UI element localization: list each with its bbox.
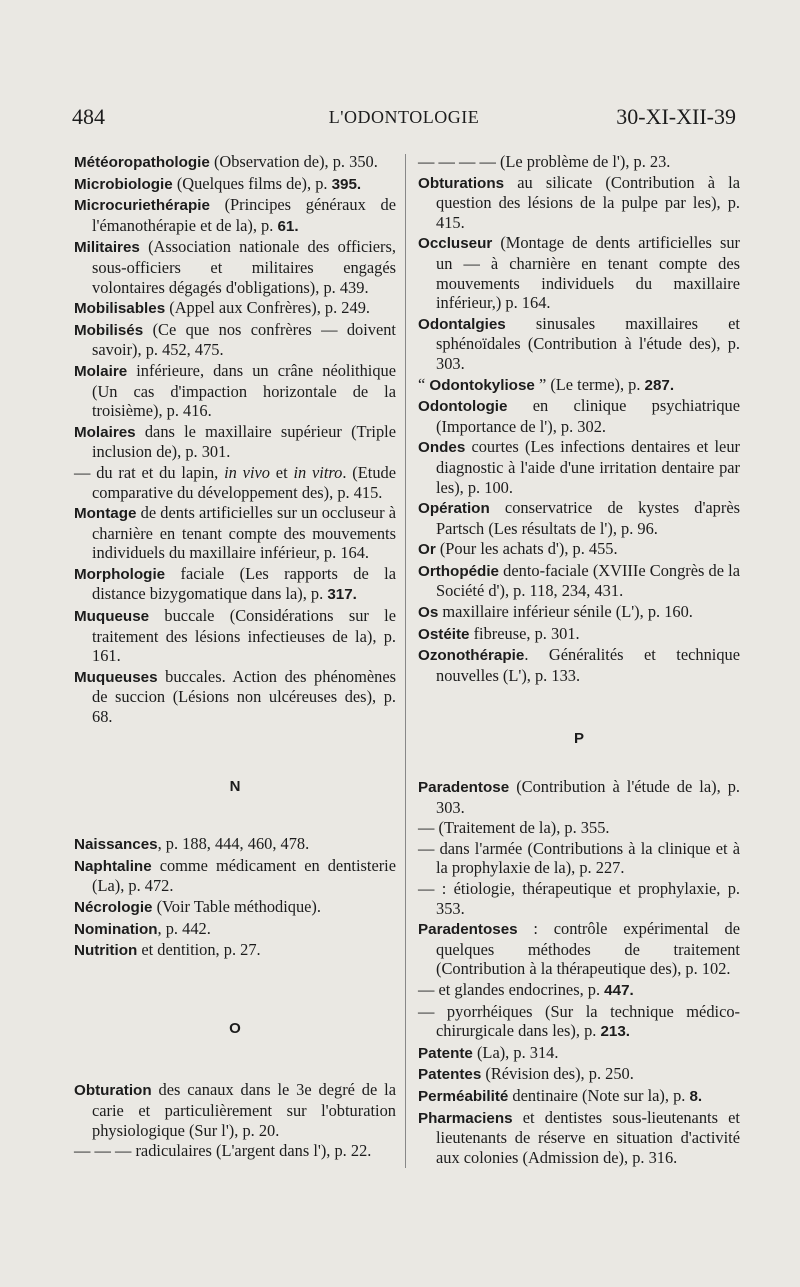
entry-text: ” (Le terme), p.: [534, 374, 645, 394]
entry-headword: Naphtaline: [74, 857, 152, 875]
entry-text: conservatrice de kystes d'après Partsch (Les résultats de l'), p. 96.: [436, 498, 740, 538]
index-entry: [418, 152, 740, 172]
entry-text: “: [418, 374, 430, 394]
index-entry: [74, 564, 396, 605]
entry-text: (Principes généraux de l'émanothérapie et de la), p.: [92, 195, 396, 235]
section-letter: P: [573, 730, 584, 748]
index-entry: [74, 856, 396, 896]
index-entry: [418, 839, 740, 878]
entry-text: (La), p. 314.: [472, 1042, 559, 1062]
entry-headword: Naissances: [74, 836, 158, 854]
entry-headword: Pharmaciens: [418, 1109, 513, 1127]
entry-headword: Paradentose: [418, 779, 510, 797]
entry-text: , p. 442.: [157, 918, 211, 938]
entry-headword: Microcuriethérapie: [74, 197, 210, 215]
index-entry: [418, 437, 740, 497]
entry-text: de dents artificielles sur un occluseur à charnière en tenant compte des mouvements individuels du maxillaire inférieur, p. 164.: [92, 503, 396, 563]
entry-headword: Obturation: [74, 1082, 152, 1100]
entry-text: des canaux dans le 3e degré de la carie et particulièrement sur l'obturation physiologique (Sur l'), p. 20.: [92, 1080, 396, 1140]
index-entry: [418, 818, 740, 838]
running-title: L'ODONTOLOGIE: [328, 107, 480, 127]
index-column-right: [418, 152, 740, 1168]
index-entry: [418, 314, 740, 374]
index-entry: [418, 1086, 740, 1107]
entry-text: — pyorrhéiques (Sur la technique médico-chirurgicale dans les), p.: [418, 1001, 740, 1041]
index-entry: [418, 1064, 740, 1085]
entry-headword: Nécrologie: [74, 899, 153, 916]
index-entry: [74, 1080, 396, 1140]
index-entry: [74, 361, 396, 421]
index-entry: [74, 834, 396, 855]
entry-headword: Odontalgies: [418, 315, 506, 333]
entry-text: (Appel aux Confrères), p. 249.: [165, 298, 370, 318]
entry-headword: Montage: [74, 505, 137, 523]
entry-headword: Odontokyliose: [429, 376, 535, 394]
index-entry: [74, 1141, 396, 1161]
entry-text: : contrôle expérimental de quelques méthodes de traitement (Contribution à la thérapeutique des), p. 102.: [436, 919, 740, 979]
index-column-left: [74, 152, 396, 1162]
entry-headword: Météoropathologie: [74, 154, 210, 171]
section-letter: N: [229, 777, 241, 795]
page-number: 484: [72, 104, 105, 129]
entry-text: comme médicament en dentisterie (La), p. 472.: [92, 855, 396, 896]
entry-text: (Montage de dents artificielles sur un — à charnière en tenant compte des mouvements individuels du maxillaire inférieur,) p. 164.: [436, 233, 740, 313]
index-entry: [418, 980, 740, 1001]
entry-headword: Patentes: [418, 1066, 482, 1084]
entry-text: courtes (Les infections dentaires et leur diagnostic à l'aide d'une irritation dentaire par les), p. 100.: [436, 437, 740, 497]
index-entry: [74, 940, 396, 961]
page-reference-bold: 287.: [644, 376, 675, 394]
entry-text: dans le maxillaire supérieur (Triple inclusion de), p. 301.: [92, 421, 396, 462]
entry-headword: Orthopédie: [418, 562, 500, 580]
entry-text: — et glandes endocrines, p.: [418, 979, 605, 999]
entry-headword: Muqueuses: [74, 668, 158, 686]
entry-text: buccale (Considérations sur le traitement des lésions infectieuses de la), p. 161.: [92, 606, 396, 666]
entry-headword: Ostéite: [418, 625, 470, 643]
entry-headword: Molaires: [74, 423, 136, 441]
entry-headword: Patente: [418, 1044, 473, 1062]
page-reference-bold: 395.: [331, 175, 362, 193]
issue-date: 30-XI-XII-39: [616, 104, 736, 129]
page-reference-bold: 447.: [604, 981, 634, 999]
index-entry: [74, 606, 396, 666]
entry-text: (Pour les achats d'), p. 455.: [435, 539, 618, 559]
index-entry: [74, 463, 396, 502]
entry-text: (Observation de), p. 350.: [209, 152, 378, 171]
entry-headword: Molaire: [74, 362, 128, 380]
index-entry: [418, 1002, 740, 1042]
section-letter: O: [229, 1019, 241, 1037]
index-entry: [418, 919, 740, 979]
page-reference-bold: 61.: [277, 217, 299, 235]
column-divider: [405, 154, 406, 1168]
entry-headword: Or: [418, 541, 436, 559]
entry-text: . Généralités et technique nouvelles (L'), p. 133.: [436, 645, 740, 685]
entry-text: — dans l'armée (Contributions à la clinique et à la prophylaxie de la), p. 227.: [418, 838, 740, 878]
entry-text: . (Etude comparative du développement des), p. 415.: [92, 462, 396, 502]
index-entry: [418, 375, 740, 396]
index-entry: [74, 152, 396, 173]
index-entry: [418, 233, 740, 312]
entry-text: sinusales maxillaires et sphénoïdales (Contribution à l'étude des), p. 303.: [436, 313, 740, 373]
index-entry: [418, 396, 740, 436]
index-entry: [418, 602, 740, 623]
entry-text: (Ce que nos confrères — doivent savoir), p. 452, 475.: [92, 319, 396, 360]
entry-headword: Os: [418, 604, 439, 622]
index-entry: [418, 624, 740, 645]
index-entry: [418, 879, 740, 918]
entry-text: (Contribution à l'étude de la), p. 303.: [436, 777, 740, 817]
entry-headword: Ondes: [418, 439, 466, 457]
page-reference-bold: 317.: [327, 586, 357, 604]
entry-headword: Muqueuse: [74, 608, 150, 626]
entry-headword: Paradentoses: [418, 921, 518, 939]
entry-text: — : étiologie, thérapeutique et prophylaxie, p. 353.: [418, 879, 740, 918]
index-entry: [418, 1108, 740, 1168]
page-reference-bold: 213.: [600, 1023, 631, 1041]
entry-text: inférieure, dans un crâne néolithique (Un cas d'impaction horizontale de la troisième), p. 416.: [92, 360, 396, 421]
index-entry: [74, 503, 396, 563]
entry-text: faciale (Les rapports de la distance bizygomatique dans la), p.: [92, 563, 396, 604]
entry-text: maxillaire inférieur sénile (L'), p. 160.: [438, 602, 693, 622]
index-entry: [418, 561, 740, 601]
entry-text: (Association nationale des officiers, sous-officiers et militaires engagés volontaires dégagés d'obligations), p. 439.: [92, 237, 396, 297]
entry-headword: Nomination: [74, 920, 158, 938]
entry-text: — — — — (Le problème de l'), p. 23.: [418, 152, 671, 171]
entry-text: (Voir Table méthodique).: [152, 897, 321, 916]
index-entry: [74, 897, 396, 918]
index-entry: [418, 498, 740, 538]
entry-headword: Nutrition: [74, 942, 138, 960]
running-header: [72, 104, 736, 138]
entry-headword: Occluseur: [418, 235, 493, 253]
entry-text: en clinique psychiatrique (Importance de l'), p. 302.: [436, 396, 740, 436]
entry-headword: Odontologie: [418, 398, 508, 416]
entry-headword: Mobilisables: [74, 300, 166, 318]
entry-italic-text: in vitro: [293, 462, 343, 482]
entry-headword: Obturations: [418, 174, 505, 192]
entry-text: et dentition, p. 27.: [137, 940, 261, 960]
entry-text: — (Traitement de la), p. 355.: [418, 818, 610, 838]
page-reference-bold: 8.: [689, 1087, 703, 1105]
entry-text: dento-faciale (XVIIIe Congrès de la Société d'), p. 118, 234, 431.: [436, 560, 740, 601]
entry-text: dentinaire (Note sur la), p.: [508, 1085, 690, 1105]
entry-italic-text: in vivo: [224, 462, 270, 482]
index-entry: [74, 195, 396, 236]
index-entry: [74, 237, 396, 297]
index-entry: [74, 667, 396, 727]
index-entry: [418, 173, 740, 233]
entry-headword: Morphologie: [74, 565, 166, 583]
index-entry: [74, 320, 396, 360]
index-entry: [418, 645, 740, 685]
entry-text: et: [269, 462, 294, 482]
entry-text: au silicate (Contribution à la question des lésions de la pulpe par les), p. 415.: [436, 172, 740, 232]
entry-headword: Opération: [418, 500, 490, 518]
index-entry: [74, 174, 396, 195]
entry-headword: Militaires: [74, 239, 140, 257]
entry-text: , p. 188, 444, 460, 478.: [157, 834, 310, 854]
index-entry: [74, 298, 396, 319]
entry-text: et dentistes sous-lieutenants et lieutenants de réserve en situation d'activité aux colonies (Admission de), p. 316.: [436, 1107, 740, 1167]
index-entry: [418, 1043, 740, 1064]
entry-text: fibreuse, p. 301.: [469, 623, 580, 643]
entry-headword: Microbiologie: [74, 175, 173, 193]
entry-text: (Révision des), p. 250.: [481, 1064, 634, 1084]
entry-text: — du rat et du lapin,: [74, 462, 225, 482]
index-entry: [74, 422, 396, 462]
index-entry: [418, 777, 740, 817]
entry-headword: Perméabilité: [418, 1087, 509, 1105]
entry-headword: Ozonothérapie: [418, 647, 525, 665]
index-entry: [74, 919, 396, 940]
entry-text: — — — radiculaires (L'argent dans l'), p. 22.: [74, 1141, 372, 1161]
entry-headword: Mobilisés: [74, 321, 144, 339]
entry-text: (Quelques films de), p.: [172, 173, 332, 193]
index-entry: [418, 539, 740, 560]
entry-text: buccales. Action des phénomènes de succion (Lésions non ulcéreuses des), p. 68.: [92, 666, 396, 727]
